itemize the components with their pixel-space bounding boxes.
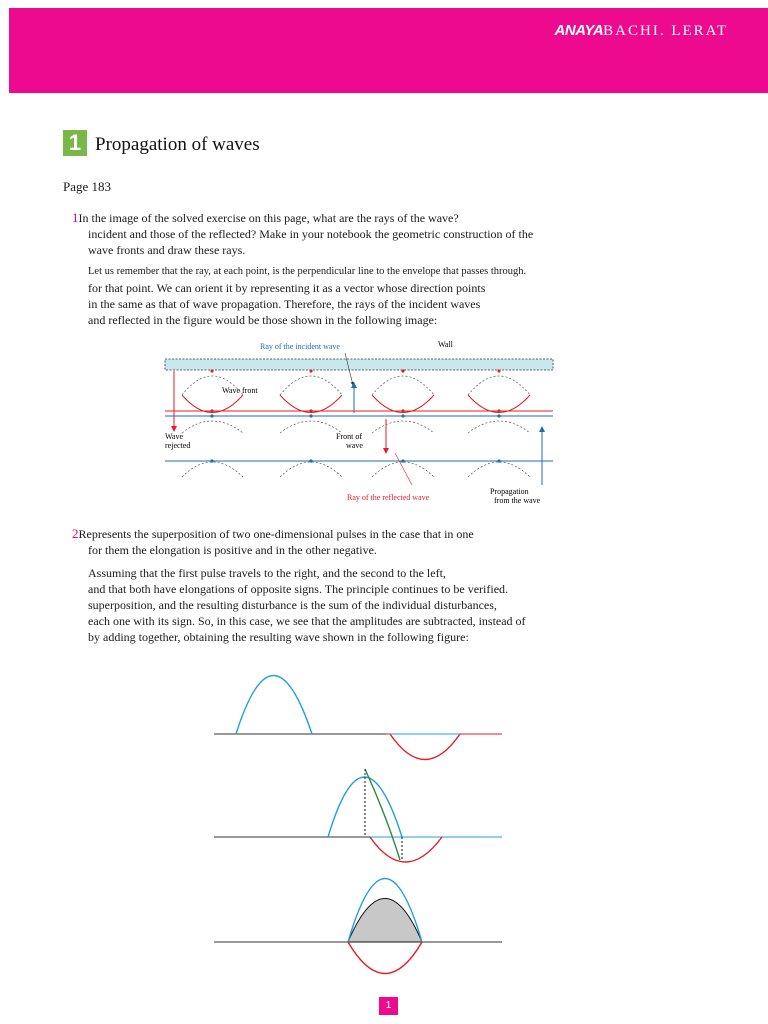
answer-1-intro: Let us remember that the ray, at each point, is the perpendicular line to the envelope that passes through.	[88, 266, 527, 277]
brand-bachillerato: BACHI. LERAT	[603, 23, 728, 39]
stage-3-full-overlap	[214, 879, 502, 974]
answer-2-line-4: each one with its sign. So, in this case, we see that the amplitudes are subtracted, instead of	[88, 614, 526, 628]
question-2-line-2: for them the elongation is positive and in the other negative.	[88, 543, 377, 557]
label-wall: Wall	[438, 340, 453, 349]
dashed-wavelets-bottom	[182, 462, 530, 477]
stage-2-partial-overlap	[214, 769, 502, 862]
answer-1-line-1: for that point. We can orient it by representing it as a vector whose direction points	[88, 281, 486, 295]
positive-pulse	[236, 676, 312, 735]
page-number: 1	[379, 997, 398, 1015]
header-band	[9, 8, 768, 93]
label-front-of-wave-2: wave	[346, 441, 363, 450]
stage-1-separate-pulses	[214, 676, 502, 760]
label-wave-front: Wave front	[222, 386, 258, 395]
label-reflected-ray: Ray of the reflected wave	[347, 493, 430, 502]
label-front-of-wave-1: Front of	[336, 432, 362, 441]
answer-1-line-3: and reflected in the figure would be those shown in the following image:	[88, 313, 438, 327]
label-wave-rejected-1: Wave	[165, 432, 184, 441]
section-title: Propagation of waves	[95, 134, 260, 155]
answer-2-line-5: by adding together, obtaining the resulting wave shown in the following figure:	[88, 630, 469, 644]
brand-logo	[555, 22, 728, 40]
resulting-area	[348, 899, 422, 943]
section-number-badge: 1	[63, 130, 87, 156]
wave-reflection-figure	[150, 335, 570, 510]
answer-2-line-3: superposition, and the resulting disturbance is the sum of the individual disturbances,	[88, 598, 497, 612]
question-1-number: 1	[72, 210, 79, 225]
brand-anaya: ANAYA	[554, 22, 604, 39]
pulse-superposition-figure	[210, 655, 510, 975]
answer-2-line-1: Assuming that the first pulse travels to the right, and the second to the left,	[88, 566, 446, 580]
question-2-number: 2	[72, 526, 79, 541]
question-1-line-3: wave fronts and draw these rays.	[88, 243, 246, 257]
label-wave-rejected-2: rejected	[165, 441, 191, 450]
label-propagation-2: from the wave	[494, 496, 541, 505]
answer-1-line-2: in the same as that of wave propagation. Therefore, the rays of the incident waves	[88, 297, 481, 311]
page-reference: Page 183	[63, 179, 112, 194]
label-incident-ray: Ray of the incident wave	[260, 342, 340, 351]
question-1	[72, 210, 564, 258]
wall	[165, 359, 553, 370]
negative-pulse	[390, 734, 460, 760]
answer-1	[88, 280, 568, 328]
question-2-line-1: 2 Represents the superposition of two one-dimensional pulses in the case that in one	[72, 526, 474, 541]
question-2	[72, 526, 564, 558]
answer-2	[88, 565, 562, 645]
answer-2-line-2: and that both have elongations of opposite signs. The principle continues to be verified.	[88, 582, 509, 596]
question-1-line-1: 1 In the image of the solved exercise on this page, what are the rays of the wave?	[72, 210, 459, 225]
question-1-line-2: incident and those of the reflected? Make in your notebook the geometric construction of the	[88, 227, 534, 241]
label-propagation-1: Propagation	[490, 487, 529, 496]
